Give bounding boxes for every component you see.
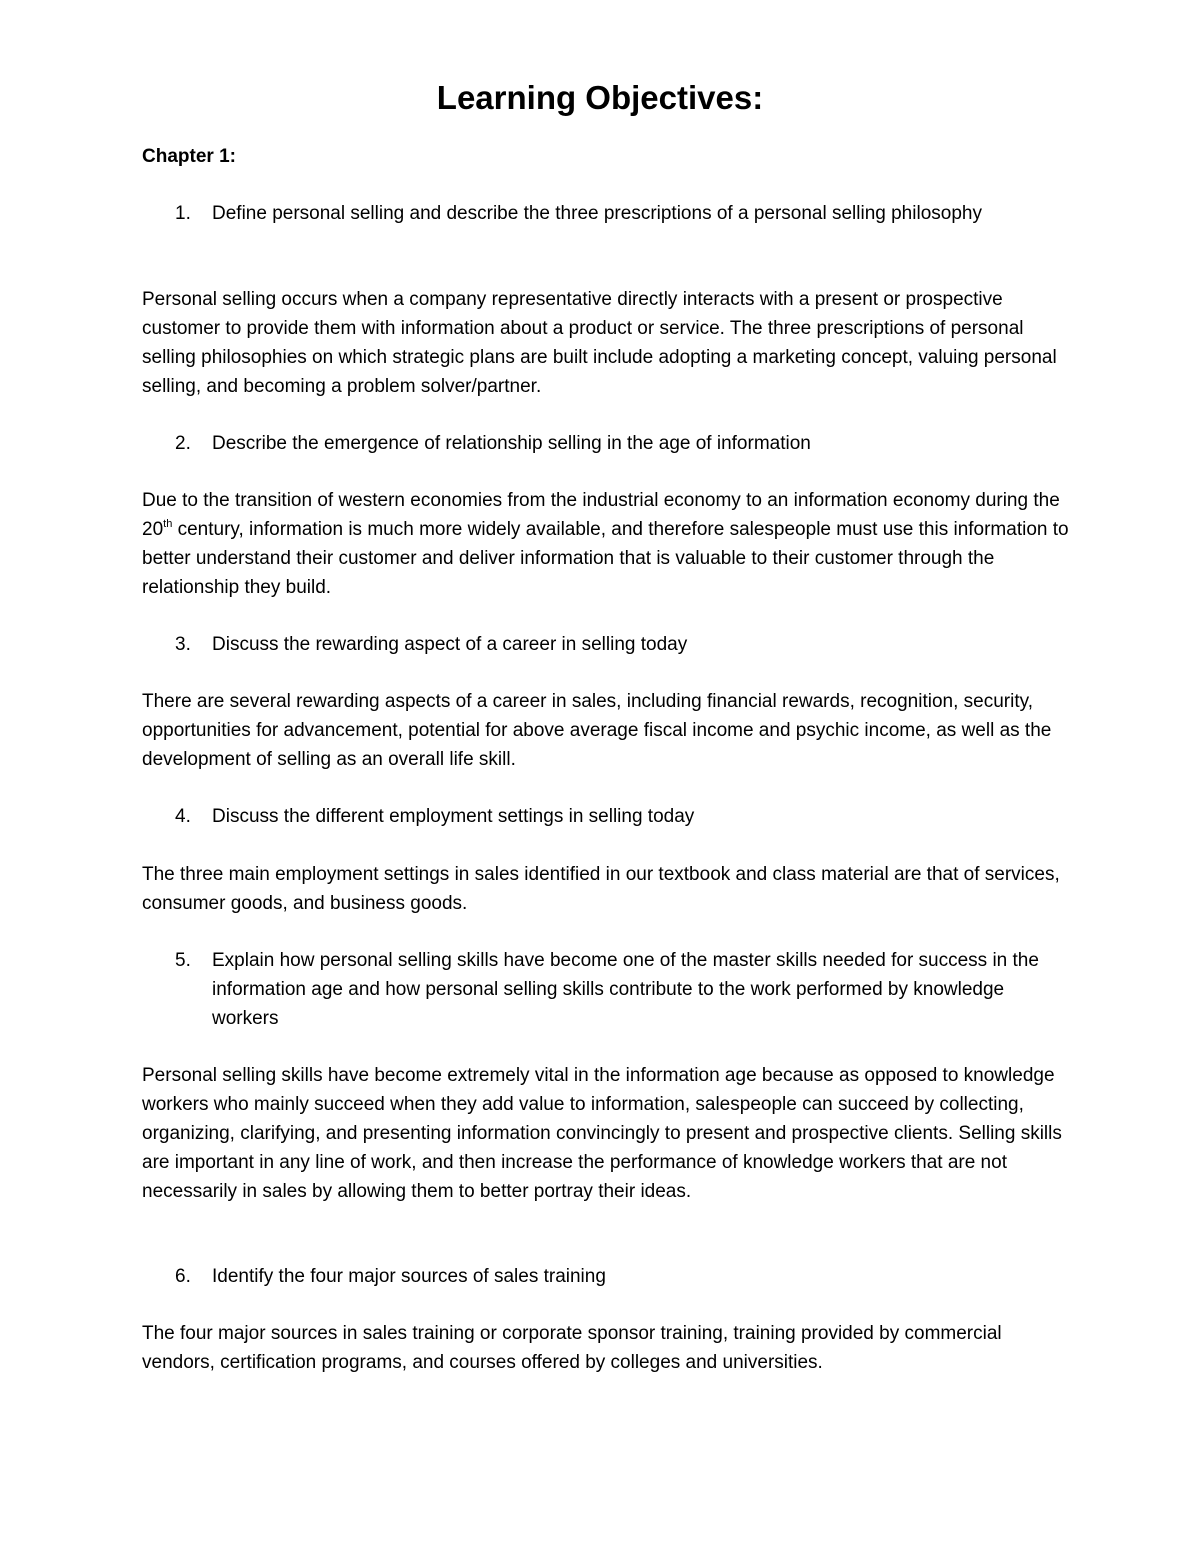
objective-number: 4. <box>175 806 191 827</box>
objective-number: 2. <box>175 433 191 454</box>
objective-prompt: Identify the four major sources of sales training <box>212 1266 606 1287</box>
objective-6 <box>175 1262 1072 1291</box>
answer-text-part1: Due to the transition of western economies from the industrial economy to an information economy during the 20 <box>142 490 1060 540</box>
objective-2 <box>175 429 1072 458</box>
objective-prompt: Explain how personal selling skills have become one of the master skills needed for success in the information age and how personal selling skills contribute to the work performed by knowledge workers <box>212 950 1039 1029</box>
objective-number: 6. <box>175 1266 191 1287</box>
objective-5 <box>175 946 1072 1033</box>
objective-number: 3. <box>175 634 191 655</box>
objective-4 <box>175 802 1072 831</box>
objective-number: 5. <box>175 950 191 971</box>
objective-1-answer: Personal selling occurs when a company representative directly interacts with a present or prospective customer to provide them with information about a product or service. The three prescriptions of personal selling philosophies on which strategic plans are built include adopting a marketing concept, valuing personal selling, and becoming a problem solver/partner. <box>142 289 1057 397</box>
objective-1 <box>175 199 1072 228</box>
answer-text-part2: century, information is much more widely available, and therefore salespeople must use this information to better understand their customer and deliver information that is valuable to their customer through the relationship they build. <box>142 519 1069 598</box>
objective-prompt: Describe the emergence of relationship selling in the age of information <box>212 433 811 454</box>
objective-3 <box>175 630 1072 659</box>
objective-prompt: Discuss the different employment settings in selling today <box>212 806 695 827</box>
objective-prompt: Discuss the rewarding aspect of a career in selling today <box>212 634 688 655</box>
objective-5-answer: Personal selling skills have become extremely vital in the information age because as opposed to knowledge workers who mainly succeed when they add value to information, salespeople can succeed by collecting, organizing, clarifying, and presenting information convincingly to present and prospective clients. Selling skills are important in any line of work, and then increase the performance of knowledge workers that are not necessarily in sales by allowing them to better portray their ideas. <box>142 1065 1062 1202</box>
objective-2-answer <box>142 486 1072 602</box>
objective-number: 1. <box>175 203 191 224</box>
ordinal-superscript: th <box>163 518 173 530</box>
objective-prompt: Define personal selling and describe the three prescriptions of a personal selling philosophy <box>212 203 982 224</box>
objective-3-answer: There are several rewarding aspects of a career in sales, including financial rewards, recognition, security, opportunities for advancement, potential for above average fiscal income and psychic income, as well as the development of selling as an overall life skill. <box>142 691 1052 770</box>
objective-6-answer: The four major sources in sales training or corporate sponsor training, training provided by commercial vendors, certification programs, and courses offered by colleges and universities. <box>142 1323 1002 1373</box>
chapter-heading: Chapter 1: <box>142 146 236 167</box>
page-title: Learning Objectives: <box>436 79 764 116</box>
objective-4-answer: The three main employment settings in sales identified in our textbook and class material are that of services, consumer goods, and business goods. <box>142 864 1060 914</box>
